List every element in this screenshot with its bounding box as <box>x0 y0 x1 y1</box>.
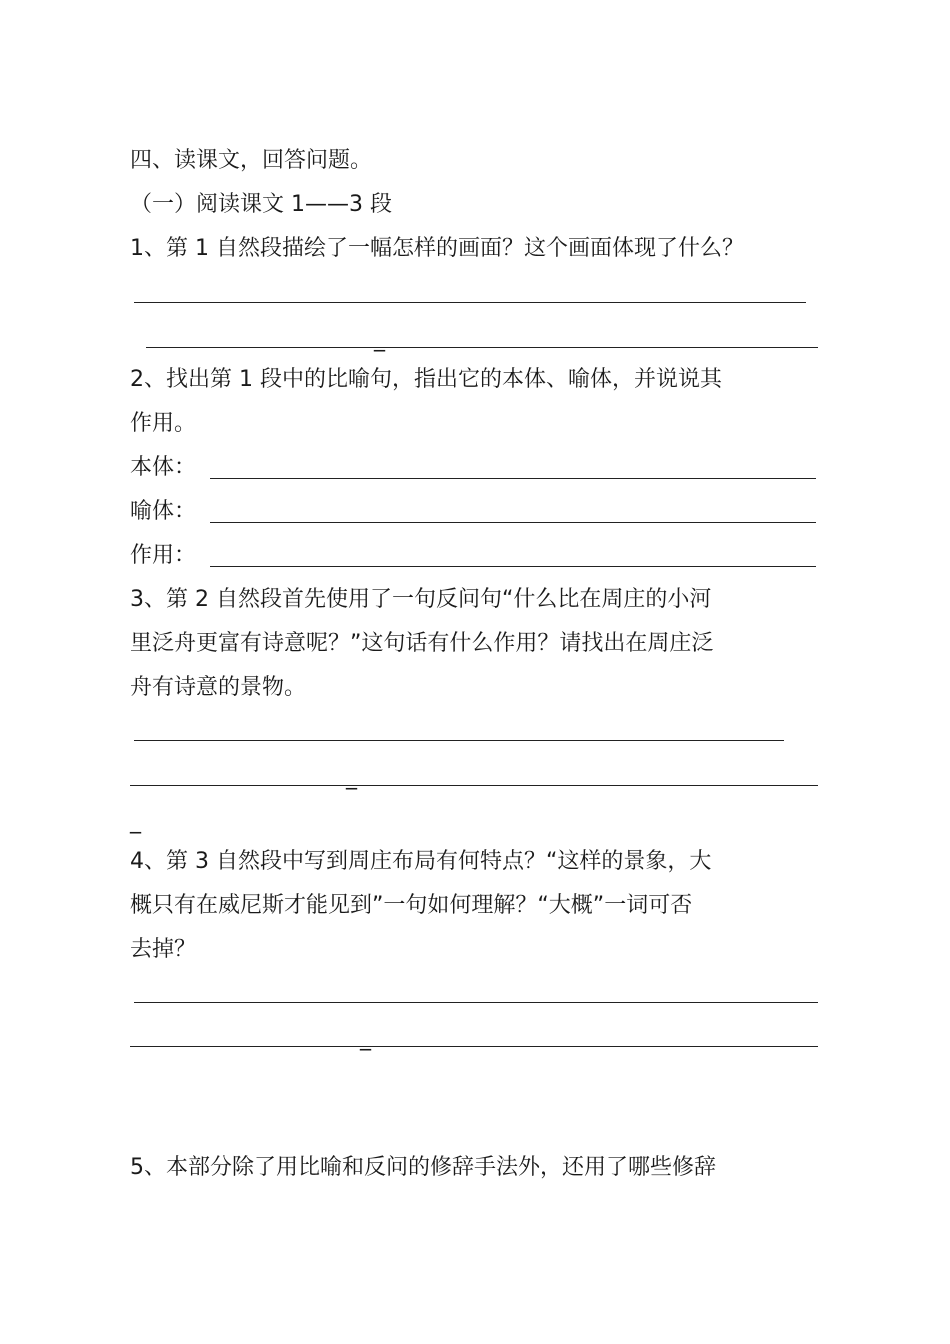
subsection-title: （一）阅读课文 1——3 段 <box>130 192 392 217</box>
section-heading: 四、读课文，回答问题。 <box>130 148 373 173</box>
answer-line-3b[interactable] <box>130 785 818 786</box>
answer-line-1b[interactable] <box>146 347 818 348</box>
question-1-text: 1、第 1 自然段描绘了一幅怎样的画面？这个画面体现了什么？ <box>130 236 744 261</box>
question-4-line-1: 4、第 3 自然段中写到周庄布局有何特点？“这样的景象，大 <box>130 849 712 874</box>
answer-line-1a[interactable] <box>134 302 806 303</box>
answer-line-vehicle[interactable] <box>210 522 816 523</box>
label-effect: 作用： <box>130 543 197 568</box>
question-3-line-3: 舟有诗意的景物。 <box>130 675 307 700</box>
label-vehicle: 喻体： <box>130 499 197 524</box>
answer-line-mark: _ <box>346 765 357 790</box>
answer-line-effect[interactable] <box>210 566 816 567</box>
question-4-line-2: 概只有在威尼斯才能见到”一句如何理解？“大概”一词可否 <box>130 893 693 918</box>
answer-line-tenor[interactable] <box>210 478 816 479</box>
answer-line-mark: _ <box>360 1026 371 1051</box>
question-3-line-1: 3、第 2 自然段首先使用了一句反问句“什么比在周庄的小河 <box>130 587 712 612</box>
question-3-line-2: 里泛舟更富有诗意呢？”这句话有什么作用？请找出在周庄泛 <box>130 631 714 656</box>
label-tenor: 本体： <box>130 455 197 480</box>
question-2-line-1: 2、找出第 1 段中的比喻句，指出它的本体、喻体，并说说其 <box>130 367 722 392</box>
answer-line-4b[interactable] <box>130 1046 818 1047</box>
answer-line-mark: _ <box>374 327 385 352</box>
question-4-line-3: 去掉？ <box>130 937 197 962</box>
question-5-line-1: 5、本部分除了用比喻和反问的修辞手法外，还用了哪些修辞 <box>130 1155 716 1180</box>
answer-line-mark: _ <box>130 809 141 834</box>
question-2-line-2: 作用。 <box>130 411 197 436</box>
answer-line-3a[interactable] <box>134 740 784 741</box>
answer-line-4a[interactable] <box>134 1002 818 1003</box>
